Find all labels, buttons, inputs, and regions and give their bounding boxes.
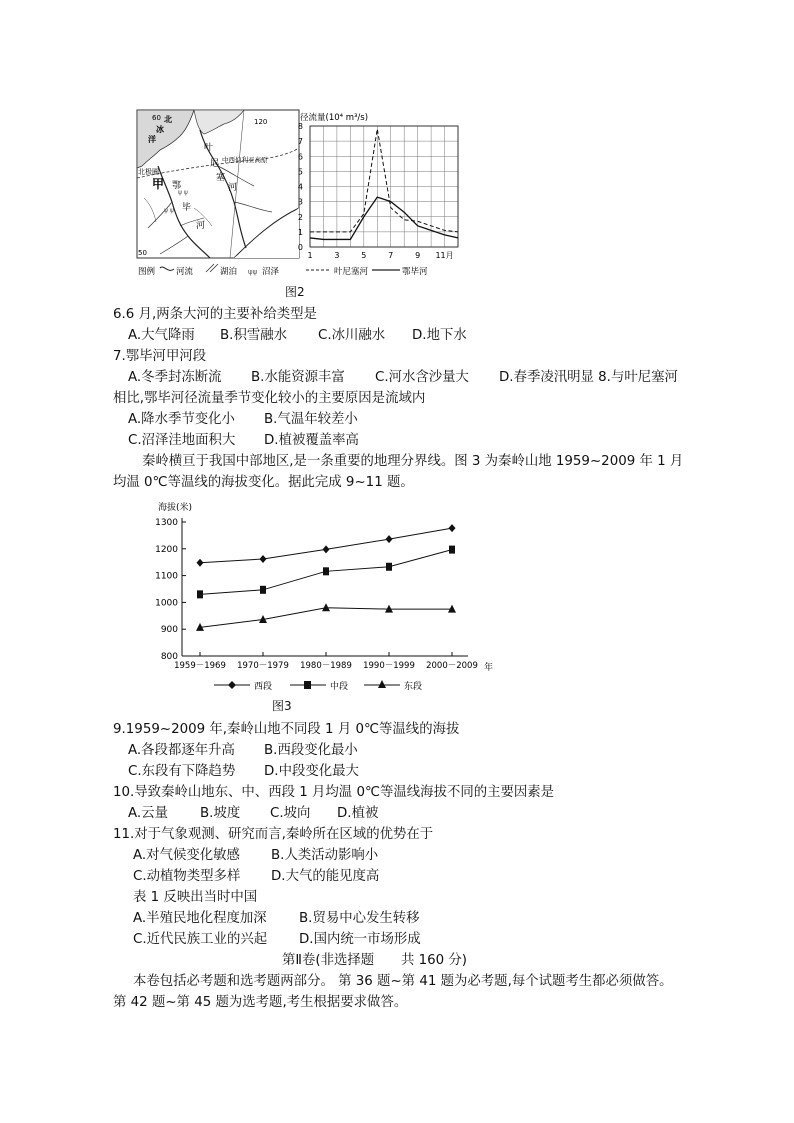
alt-ytick-label: 1300 bbox=[155, 518, 178, 528]
q10-option-b: B.坡度 bbox=[200, 806, 241, 821]
map-label-ni: 尼 bbox=[210, 159, 220, 169]
legend-series-b: 鄂毕河 bbox=[402, 267, 428, 277]
extra-option-c: C.近代民族工业的兴起 bbox=[133, 932, 268, 947]
q8-option-b: B.气温年较差小 bbox=[264, 412, 358, 427]
figure-3-legend bbox=[214, 680, 422, 692]
q7-option-c: C.河水含沙量大 bbox=[375, 370, 469, 385]
q9-stem: 9.1959~2009 年,秦岭山地不同段 1 月 0℃等温线的海拔 bbox=[113, 722, 460, 737]
alt-point-middle bbox=[323, 567, 329, 575]
alt-ytick-label: 1000 bbox=[155, 598, 178, 609]
q8-stem: 相比,鄂毕河径流量季节变化较小的主要原因是流域内 bbox=[113, 391, 426, 406]
runoff-xtick-label: 5 bbox=[361, 251, 367, 260]
alt-xtick-label: 1980－1989 bbox=[300, 661, 352, 671]
map-label-he2: 河 bbox=[196, 221, 206, 231]
map-label-bei: 北 bbox=[164, 115, 172, 124]
runoff-ylabel: 径流量(10⁴ m³/s) bbox=[300, 113, 369, 123]
intro-line-2: 均温 0℃等温线的海拔变化。据此完成 9~11 题。 bbox=[113, 475, 414, 490]
legend-lake: 湖泊 bbox=[220, 267, 238, 277]
runoff-ytick-label: 5 bbox=[297, 167, 303, 177]
figure-2-svg bbox=[134, 108, 464, 278]
runoff-line-yenisei bbox=[310, 129, 458, 232]
alt-ytick-label: 900 bbox=[160, 625, 178, 636]
runoff-xtick-label: 7 bbox=[388, 251, 394, 260]
q10-option-c: C.坡向 bbox=[270, 806, 311, 821]
q11-option-b: B.人类活动影响小 bbox=[271, 848, 379, 863]
alt-ytick-label: 1200 bbox=[155, 544, 178, 555]
map-label-sai: 塞 bbox=[216, 173, 226, 183]
map-label-lon120: 120 bbox=[254, 118, 268, 126]
figure-2 bbox=[134, 108, 464, 278]
alt-point-middle bbox=[386, 563, 392, 571]
map-label-bing: 冰 bbox=[156, 125, 164, 134]
q10-option-a: A.云量 bbox=[128, 806, 168, 821]
runoff-ytick-label: 1 bbox=[297, 227, 303, 237]
runoff-ytick-label: 3 bbox=[297, 197, 303, 207]
map-label-he1: 河 bbox=[228, 183, 238, 193]
runoff-ytick-label: 7 bbox=[297, 137, 303, 147]
extra-option-a: A.半殖民地化程度加深 bbox=[133, 911, 267, 926]
q8-option-c: C.沼泽洼地面积大 bbox=[128, 433, 236, 448]
svg-text:ψ ψ: ψ ψ bbox=[178, 189, 188, 196]
q6-option-d: D.地下水 bbox=[412, 328, 467, 343]
runoff-xtick-label: 9 bbox=[415, 251, 421, 260]
runoff-ytick-label: 2 bbox=[297, 212, 303, 222]
runoff-ytick-label: 6 bbox=[297, 152, 303, 162]
altitude-series bbox=[196, 524, 456, 631]
alt-point-west bbox=[386, 535, 393, 543]
map-label-yang: 洋 bbox=[148, 135, 156, 144]
extra-stem: 表 1 反映出当时中国 bbox=[133, 890, 258, 905]
legend-diamond-icon bbox=[228, 681, 236, 689]
q11-stem: 11.对于气象观测、研究而言,秦岭所在区域的优势在于 bbox=[113, 827, 434, 842]
legend-triangle-icon bbox=[378, 680, 386, 688]
runoff-xtick-label: 1 bbox=[307, 251, 313, 260]
q6-option-c: C.冰川融水 bbox=[318, 328, 386, 343]
legend-east: 东段 bbox=[404, 682, 423, 692]
fig3-xunit: 年 bbox=[484, 663, 494, 673]
svg-text:ψ ψ: ψ ψ bbox=[164, 207, 174, 214]
q11-option-c: C.动植物类型多样 bbox=[133, 869, 241, 884]
q6-stem: 6.6 月,两条大河的主要补给类型是 bbox=[113, 307, 317, 322]
extra-option-b: B.贸易中心发生转移 bbox=[299, 911, 420, 926]
alt-point-west bbox=[323, 545, 330, 553]
runoff-series bbox=[310, 129, 458, 239]
legend-lake-icon bbox=[206, 264, 218, 272]
runoff-xtick-label: 3 bbox=[334, 251, 340, 260]
runoff-ytick-label: 8 bbox=[297, 122, 303, 131]
map-label-jia: 甲 bbox=[152, 177, 165, 191]
alt-xtick-label: 1959－1969 bbox=[174, 661, 226, 671]
section-2-title: 第Ⅱ卷(非选择题 共 160 分) bbox=[282, 953, 468, 968]
q9-option-a: A.各段都逐年升高 bbox=[128, 743, 235, 758]
figure-2-legend bbox=[138, 264, 428, 277]
figure-3-svg bbox=[146, 496, 502, 696]
siberia-map bbox=[137, 110, 299, 258]
map-label-lat50: 50 bbox=[138, 249, 147, 257]
map-label-e: 鄂 bbox=[172, 181, 182, 191]
legend-swamp: 沼泽 bbox=[262, 267, 280, 277]
alt-point-middle bbox=[449, 546, 455, 554]
runoff-line-ob bbox=[310, 197, 458, 239]
map-label-arctic-circle: 北极圈 bbox=[138, 168, 159, 176]
q7-option-a: A.冬季封冻断流 bbox=[128, 370, 222, 385]
figure-2-caption: 图2 bbox=[285, 285, 305, 299]
alt-point-west bbox=[197, 559, 204, 567]
alt-xtick-label: 2000－2009 bbox=[426, 661, 478, 671]
alt-ytick-label: 1100 bbox=[155, 571, 178, 582]
q10-stem: 10.导致秦岭山地东、中、西段 1 月均温 0℃等温线海拔不同的主要因素是 bbox=[113, 785, 555, 800]
q7-option-d-q8-start: D.春季凌汛明显 8.与叶尼塞河 bbox=[499, 370, 678, 385]
q9-option-c: C.东段有下降趋势 bbox=[128, 764, 236, 779]
runoff-ytick-label: 4 bbox=[297, 182, 303, 192]
legend-west: 西段 bbox=[254, 682, 273, 692]
q9-option-b: B.西段变化最小 bbox=[264, 743, 358, 758]
section-2-line-2: 第 42 题~第 45 题为选考题,考生根据要求做答。 bbox=[113, 995, 408, 1010]
runoff-ytick-label: 0 bbox=[297, 243, 303, 252]
alt-point-middle bbox=[260, 586, 266, 594]
intro-line-1: 秦岭横亘于我国中部地区,是一条重要的地理分界线。图 3 为秦岭山地 1959~2009 年 1 月 bbox=[142, 454, 684, 469]
section-2-line-1: 本卷包括必考题和选考题两部分。 第 36 题~第 41 题为必考题,每个试题考生都必须做答。 bbox=[133, 974, 673, 989]
map-label-lat60: 60 bbox=[152, 114, 161, 122]
map-label-bi: 毕 bbox=[182, 203, 192, 213]
q9-option-d: D.中段变化最大 bbox=[264, 764, 359, 779]
runoff-chart bbox=[298, 112, 458, 260]
extra-option-d: D.国内统一市场形成 bbox=[299, 932, 421, 947]
legend-square-icon bbox=[304, 681, 311, 689]
q11-option-d: D.大气的能见度高 bbox=[271, 869, 380, 884]
q8-option-d: D.植被覆盖率高 bbox=[264, 433, 359, 448]
q8-option-a: A.降水季节变化小 bbox=[128, 412, 235, 427]
alt-xtick-label: 1990－1999 bbox=[363, 661, 415, 671]
runoff-grid bbox=[310, 126, 458, 247]
legend-river: 河流 bbox=[176, 267, 194, 277]
q10-option-d: D.植被 bbox=[337, 806, 379, 821]
map-label-ye: 叶 bbox=[204, 143, 214, 153]
q11-option-a: A.对气候变化敏感 bbox=[133, 848, 240, 863]
q6-option-b: B.积雪融水 bbox=[220, 328, 288, 343]
q7-stem: 7.鄂毕河甲河段 bbox=[113, 349, 207, 364]
alt-point-west bbox=[449, 524, 456, 532]
alt-ytick-label: 800 bbox=[160, 652, 178, 662]
legend-middle: 中段 bbox=[330, 682, 349, 692]
alt-xtick-label: 1970－1979 bbox=[237, 661, 289, 671]
q7-option-b: B.水能资源丰富 bbox=[251, 370, 345, 385]
alt-point-east bbox=[322, 603, 330, 611]
legend-title: 图例 bbox=[138, 267, 156, 277]
figure-3 bbox=[146, 496, 502, 696]
map-label-plateau: 中西伯利亚高原 bbox=[222, 156, 268, 164]
legend-river-icon bbox=[160, 267, 174, 270]
alt-point-west bbox=[260, 555, 267, 563]
alt-point-east bbox=[448, 605, 456, 613]
figure-3-caption: 图3 bbox=[272, 699, 292, 713]
q6-option-a: A.大气降雨 bbox=[128, 328, 195, 343]
alt-point-middle bbox=[197, 590, 203, 598]
legend-series-a: 叶尼塞河 bbox=[334, 267, 369, 277]
runoff-xtick-label: 11月 bbox=[435, 251, 454, 260]
fig3-ylabel: 海拔(米) bbox=[158, 503, 193, 513]
legend-swamp-icon: ψψ bbox=[248, 268, 258, 276]
